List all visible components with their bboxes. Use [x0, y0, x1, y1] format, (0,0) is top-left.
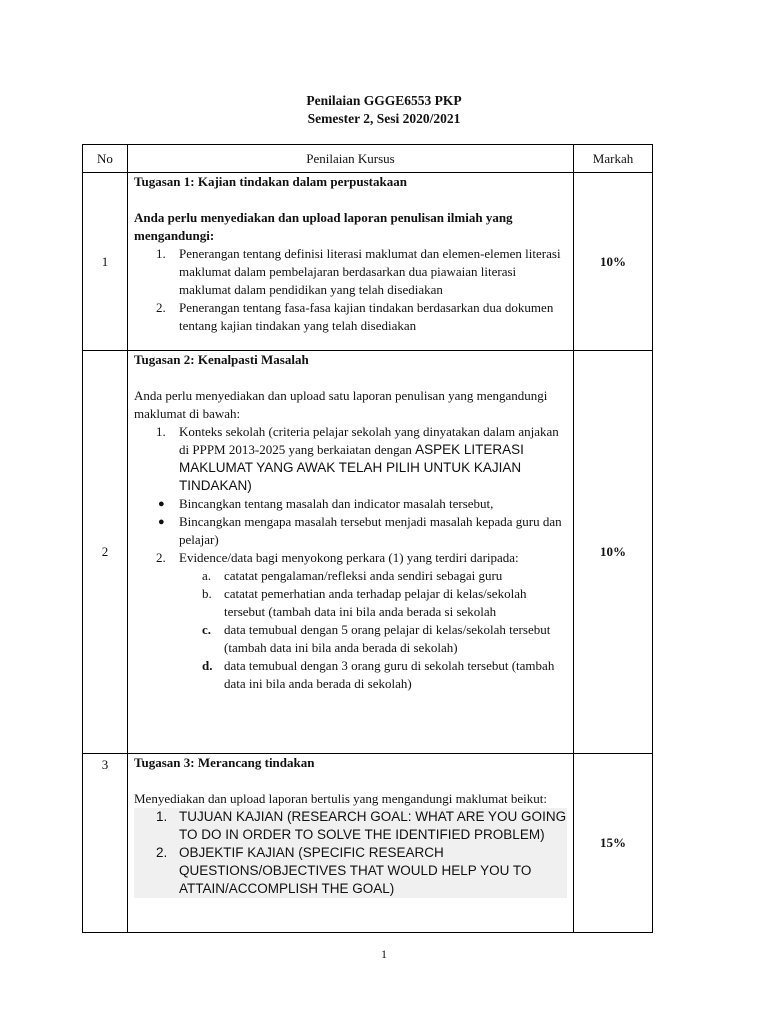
row-content: [128, 173, 574, 351]
bullet-item: ● Bincangkan mengapa masalah tersebut menjadi masalah kepada guru dan pelajar): [158, 514, 562, 547]
bullet-item: ● Bincangkan tentang masalah dan indicator masalah tersebut,: [158, 496, 494, 511]
row-mark: 10%: [574, 173, 653, 351]
task-list: [134, 245, 567, 335]
table-row: [83, 173, 653, 351]
row-content: [128, 351, 574, 754]
sub-list-item: a. catatat pengalaman/refleksi anda sendiri sebagai guru: [202, 568, 503, 583]
task-title: Tugasan 2: Kenalpasti Masalah: [134, 352, 309, 367]
task-list: [134, 423, 567, 495]
task-list: [134, 808, 567, 898]
list-item: 1. Penerangan tentang definisi literasi maklumat dan elemen-elemen literasi maklumat dalam pembelajaran berdasarkan dua piawaian literasi maklumat dalam pendidikan yang telah disediakan: [156, 246, 561, 297]
list-item: 1. Konteks sekolah (criteria pelajar sekolah yang dinyatakan dalam anjakan di PPPM 2013-2025 yang berkaiatan dengan ASPEK LITERASI MAKLUMAT YANG AWAK TELAH PILIH UNTUK KAJIAN TINDAKAN): [156, 424, 559, 493]
document-subtitle: Semester 2, Sesi 2020/2021: [307, 111, 461, 126]
bullet-list: [134, 495, 567, 549]
list-item: 2. Evidence/data bagi menyokong perkara (1) yang terdiri daripada:: [156, 550, 519, 565]
row-number: 3: [83, 754, 128, 933]
column-header-no: No: [83, 145, 128, 173]
list-item: 1. TUJUAN KAJIAN (RESEARCH GOAL: WHAT ARE YOU GOING TO DO IN ORDER TO SOLVE THE IDENTIFIED PROBLEM): [156, 809, 567, 842]
row-mark: 15%: [574, 754, 653, 933]
row-content: [128, 754, 574, 933]
assessment-table: [82, 144, 653, 933]
task-intro: Menyediakan dan upload laporan bertulis yang mengandungi maklumat beikut:: [134, 791, 548, 806]
page-number: 1: [381, 947, 387, 961]
list-item: 2. OBJEKTIF KAJIAN (SPECIFIC RESEARCH QUESTIONS/OBJECTIVES THAT WOULD HELP YOU TO ATTAIN/ACCOMPLISH THE GOAL): [156, 845, 532, 896]
sub-list-item: d. data temubual dengan 3 orang guru di sekolah tersebut (tambah data ini bila anda berada di sekolah): [202, 658, 555, 691]
task-intro: Anda perlu menyediakan dan upload satu laporan penulisan yang mengandungi maklumat di bawah:: [134, 388, 548, 421]
sub-list: [134, 567, 567, 693]
task-intro: Anda perlu menyediakan dan upload laporan penulisan ilmiah yang mengandungi:: [134, 210, 513, 243]
sub-list-item: b. catatat pemerhatian anda terhadap pelajar di kelas/sekolah tersebut (tambah data ini bila anda berada si sekolah: [202, 586, 527, 619]
task-title: Tugasan 3: Merancang tindakan: [134, 755, 315, 770]
column-header-markah: Markah: [574, 145, 653, 173]
row-mark: 10%: [574, 351, 653, 754]
row-number: 1: [83, 173, 128, 351]
list-item: 2. Penerangan tentang fasa-fasa kajian tindakan berdasarkan dua dokumen tentang kajian tindakan yang telah disediakan: [156, 300, 554, 333]
table-row: [83, 754, 653, 933]
table-row: [83, 351, 653, 754]
document-title: Penilaian GGGE6553 PKP: [306, 93, 462, 108]
task-title: Tugasan 1: Kajian tindakan dalam perpustakaan: [134, 174, 407, 189]
sub-list-item: c. data temubual dengan 5 orang pelajar di kelas/sekolah tersebut (tambah data ini bila anda berada di sekolah): [202, 622, 551, 655]
row-number: 2: [83, 351, 128, 754]
task-list: [134, 549, 567, 567]
table-header-row: [83, 145, 653, 173]
document-header: [0, 92, 768, 128]
column-header-penilaian: Penilaian Kursus: [128, 145, 574, 173]
